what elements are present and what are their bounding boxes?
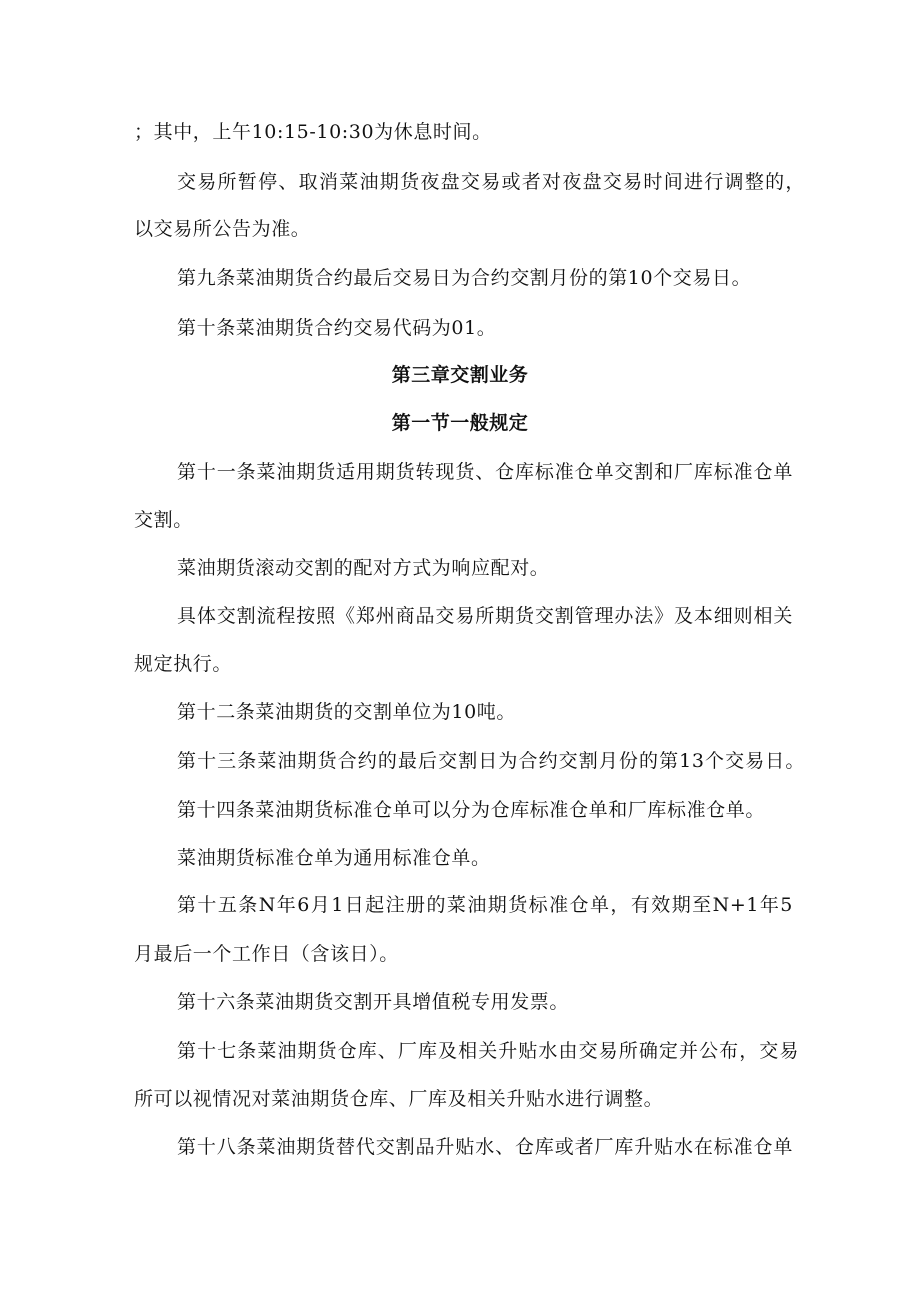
chapter-heading: 第三章交割业务 [391,364,529,386]
text-line: 所可以视情况对菜油期货仓库、厂库及相关升贴水进行调整。 [134,1088,664,1110]
text-line: 月最后一个工作日（含该日）。 [134,943,399,965]
text-line: ；其中，上午10:15-10:30为休息时间。 [134,121,492,143]
text-line: 第九条菜油期货合约最后交易日为合约交割月份的第10个交易日。 [177,267,752,289]
text-line: 交割。 [134,509,193,531]
text-line: 第十七条菜油期货仓库、厂库及相关升贴水由交易所确定并公布，交易 [177,1040,799,1062]
text-line: 第十三条菜油期货合约的最后交割日为合约交割月份的第13个交易日。 [177,750,805,772]
text-line: 具体交割流程按照《郑州商品交易所期货交割管理办法》及本细则相关 [177,605,793,627]
text-line: 规定执行。 [134,653,233,675]
text-line: 第十二条菜油期货的交割单位为10吨。 [177,701,516,723]
text-line: 菜油期货标准仓单为通用标准仓单。 [177,847,491,869]
text-line: 以交易所公告为准。 [134,218,311,240]
text-line: 第十六条菜油期货交割开具增值税专用发票。 [177,991,570,1013]
text-line: 交易所暂停、取消菜油期货夜盘交易或者对夜盘交易时间进行调整的， [177,171,805,193]
section-heading: 第一节一般规定 [391,412,529,434]
text-line: 第十八条菜油期货替代交割品升贴水、仓库或者厂库升贴水在标准仓单 [177,1136,793,1158]
text-line: 第十一条菜油期货适用期货转现货、仓库标准仓单交割和厂库标准仓单 [177,461,793,483]
text-line: 菜油期货滚动交割的配对方式为响应配对。 [177,557,550,579]
text-line: 第十五条N年6月1日起注册的菜油期货标准仓单，有效期至N+1年5 [177,894,793,916]
text-line: 第十条菜油期货合约交易代码为01。 [177,317,497,339]
text-line: 第十四条菜油期货标准仓单可以分为仓库标准仓单和厂库标准仓单。 [177,799,766,821]
